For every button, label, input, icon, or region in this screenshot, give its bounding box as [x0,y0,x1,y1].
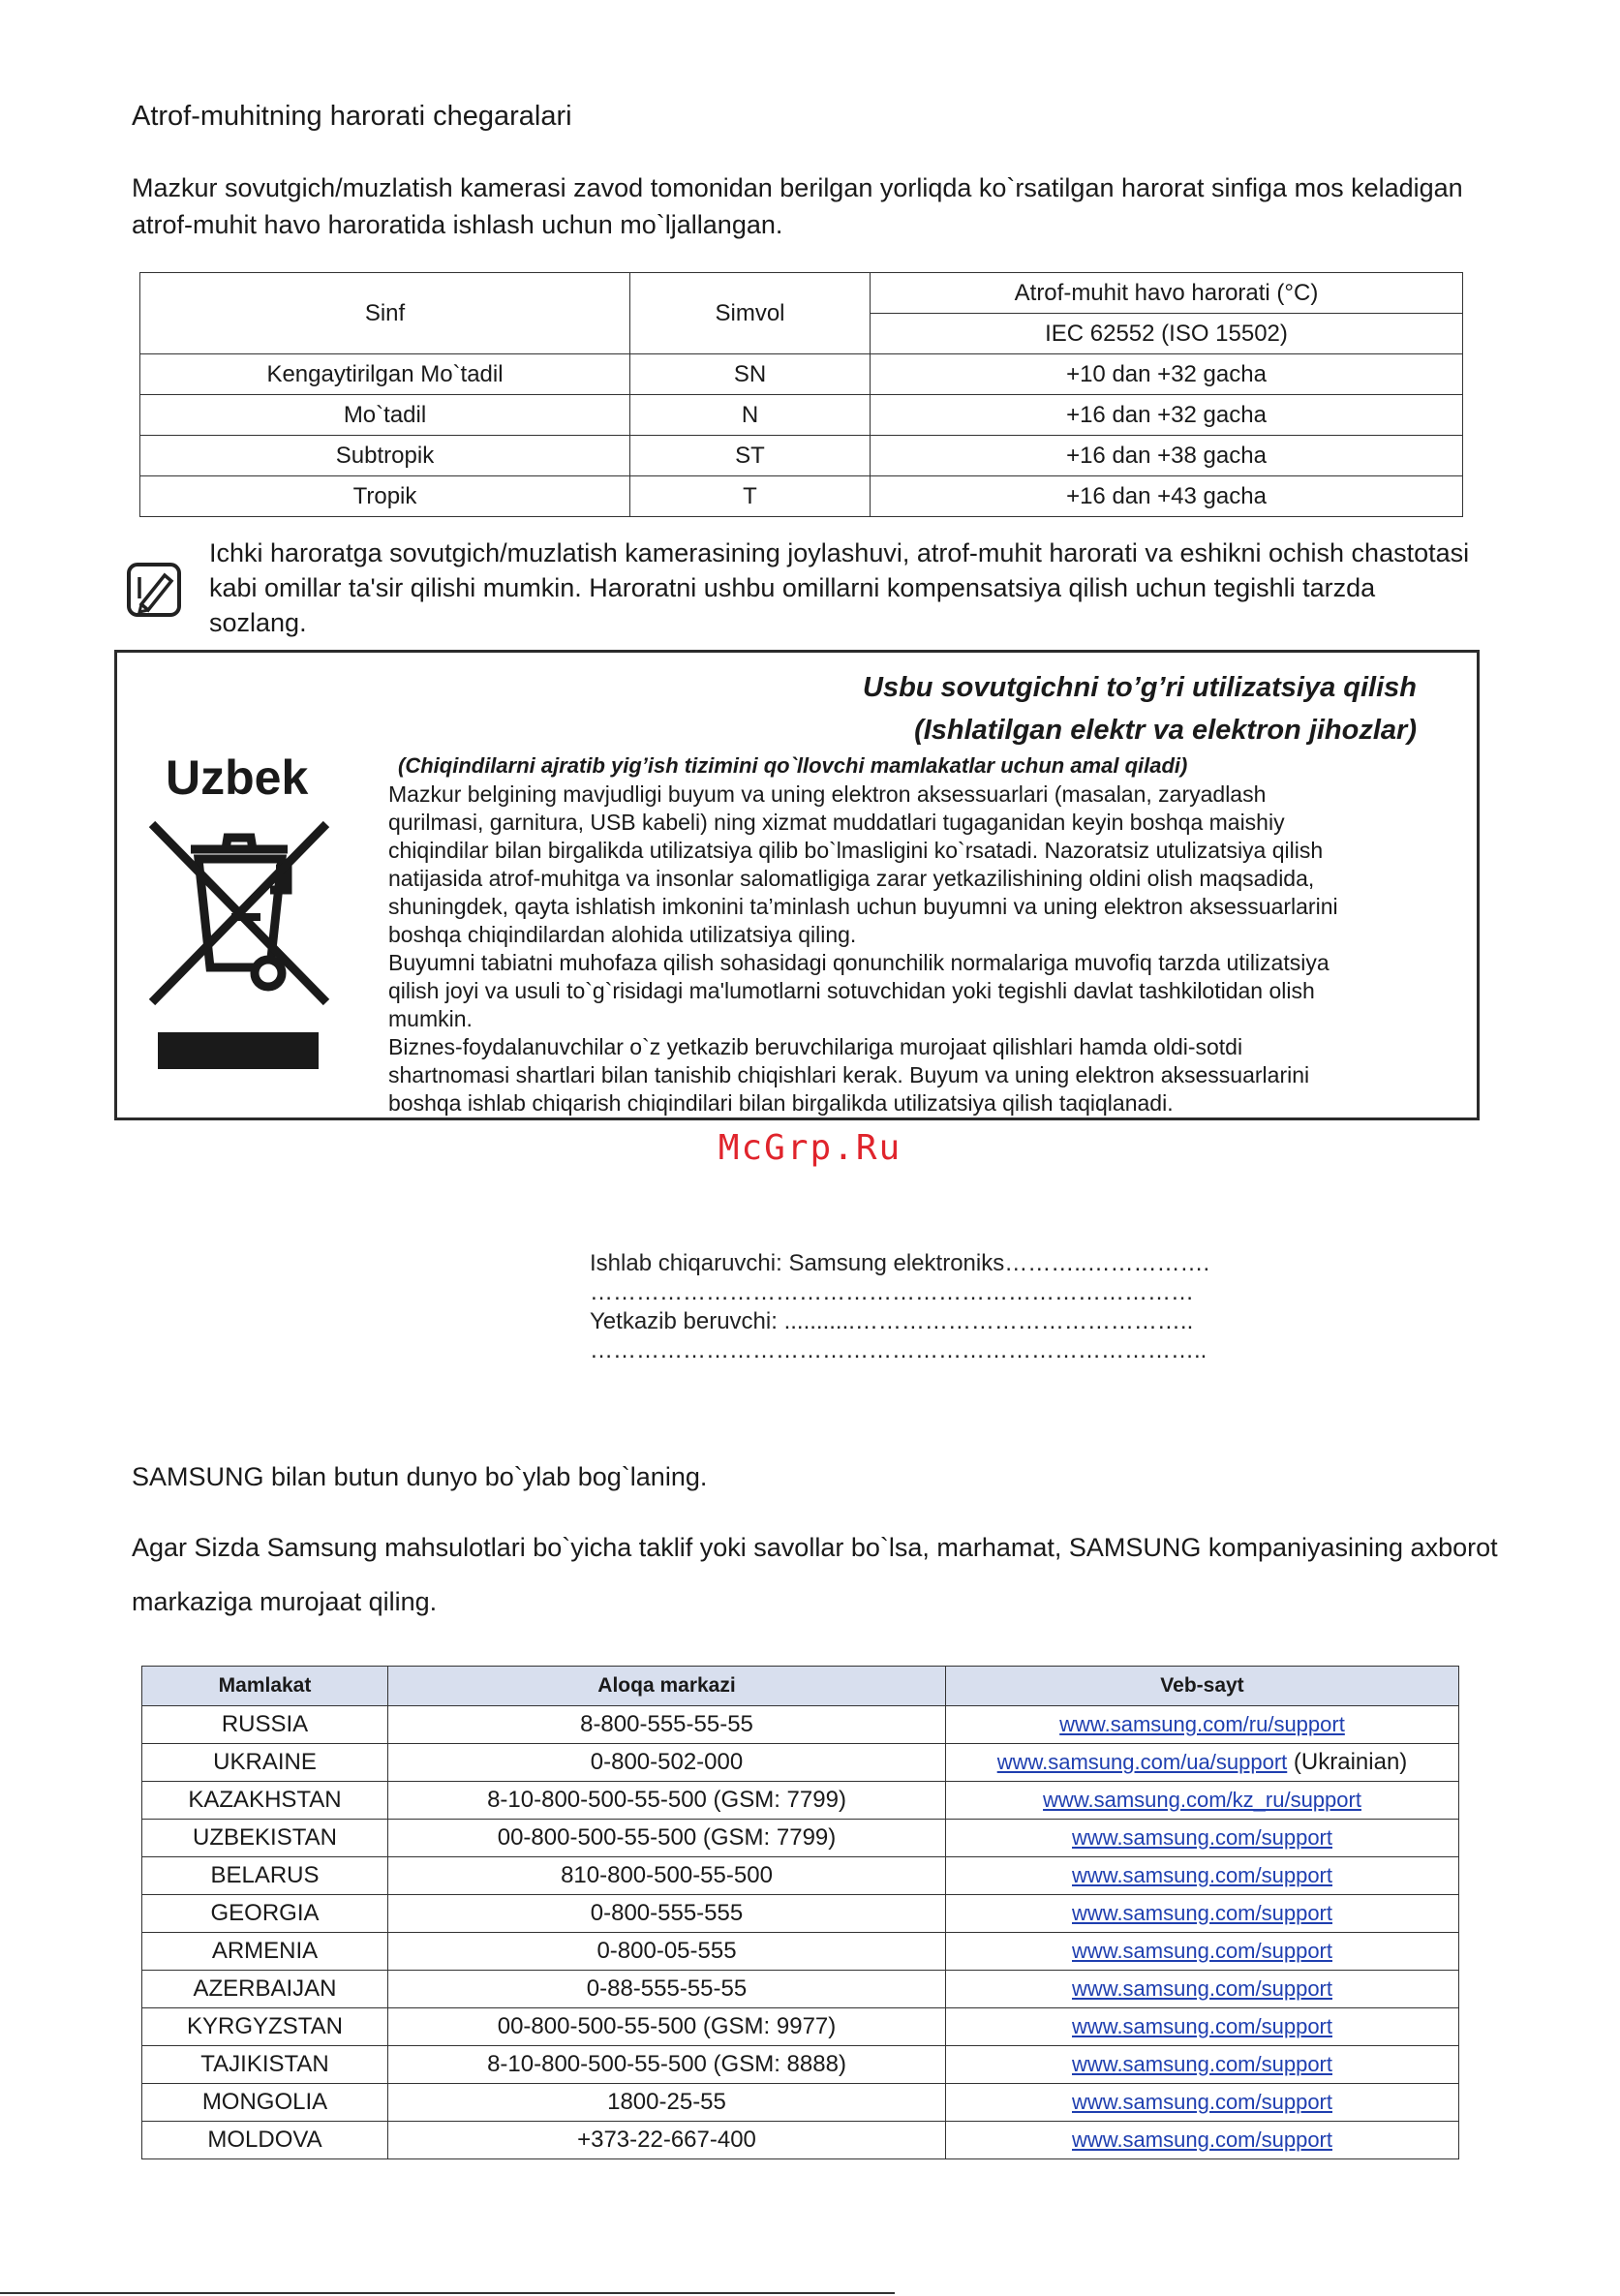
country-cell: GEORGIA [142,1895,388,1933]
website-cell [946,2008,1459,2046]
phone-cell: 00-800-500-55-500 (GSM: 7799) [388,1820,946,1857]
table-row [140,436,1463,476]
note-text: Ichki haroratga sovutgich/muzlatish kamerasining joylashuvi, atrof-muhit harorati va eshikni ochish chastotasi kabi omillar ta'sir qilishi mumkin. Haroratni ushbu omillarni kompensatsiya qilish uchun tegishli tarzda sozlang. [209,538,1470,637]
contact-paragraph: Agar Sizda Samsung mahsulotlari bo`yicha taklif yoki savollar bo`lsa, marhamat, SAMSUNG kompaniyasining axborot markaziga murojaat qiling. [132,1533,1498,1616]
country-cell: MOLDOVA [142,2122,388,2159]
header-temperature: Atrof-muhit havo harorati (°C) [871,273,1463,314]
range-cell: +10 dan +32 gacha [871,354,1463,395]
website-link[interactable]: www.samsung.com/support [1072,1976,1332,2001]
website-cell [946,1857,1459,1895]
table-row [142,1857,1459,1895]
symbol-cell: N [630,395,871,436]
country-cell: BELARUS [142,1857,388,1895]
black-bar [158,1032,319,1069]
country-cell: AZERBAIJAN [142,1971,388,2008]
website-link[interactable]: www.samsung.com/support [1072,2128,1332,2152]
table-row [142,2046,1459,2084]
country-cell: TAJIKISTAN [142,2046,388,2084]
website-cell [946,1933,1459,1971]
footer-divider [0,2292,895,2294]
website-cell [946,1820,1459,1857]
header-country: Mamlakat [142,1667,388,1706]
watermark: McGrp.Ru [718,1128,902,1168]
phone-cell: 00-800-500-55-500 (GSM: 9977) [388,2008,946,2046]
note-pencil-icon [126,562,182,618]
intro-paragraph: Mazkur sovutgich/muzlatish kamerasi zavod tomonidan berilgan yorliqda ko`rsatilgan harorat sinfiga mos keladigan atrof-muhit havo haroratida ishlash uchun mo`ljallangan. [132,173,1463,239]
table-row [140,354,1463,395]
temperature-class-table [139,272,1463,517]
website-link[interactable]: www.samsung.com/ua/support [996,1750,1288,1774]
section-heading: Atrof-muhitning harorati chegaralari [132,101,572,132]
phone-cell: 0-800-502-000 [388,1744,946,1782]
website-cell [946,2122,1459,2159]
class-cell: Subtropik [140,436,630,476]
header-symbol: Simvol [630,273,871,354]
language-note: (Ukrainian) [1287,1749,1408,1775]
class-cell: Tropik [140,476,630,517]
country-cell: KAZAKHSTAN [142,1782,388,1820]
crossed-out-bin-icon [142,812,336,1006]
website-link[interactable]: www.samsung.com/support [1072,1901,1332,1925]
table-row [142,2084,1459,2122]
recycling-notice-box [114,650,1480,1120]
country-cell: ARMENIA [142,1933,388,1971]
symbol-cell: SN [630,354,871,395]
country-cell: UKRAINE [142,1744,388,1782]
recycling-body-text: Mazkur belgining mavjudligi buyum va uning elektron aksessuarlari (masalan, zaryadlash qurilmasi, garnitura, USB kabeli) ning xizmat muddatlari tugaganidan keyin boshqa maishiy chiqindilar bilan birgalikda utilizatsiya qilib bo`lmasligini ko`rsatadi. Nazoratsiz utulizatsiya qilish natijasida atrof-muhitga va insonlar salomatligiga zarar yetkazilishining oldini olish maqsadida, shuningdek, qayta ishlatish imkonini ta’minlash uchun buyumni va uning elektron aksessuarlarini boshqa chiqindilardan alohida utilizatsiya qiling. Buyumni tabiatni muhofaza qilish sohasidagi qonunchilik normalariga muvofiq tarzda utilizatsiya qilish joyi va usuli to`g`risidagi ma'lumotlarni sotuvchidan yoki tegishli davlat tashkilotidan olish mumkin. Biznes-foydalanuvchilar o`z yetkazib beruvchilariga murojaat qilishlari hamda oldi-sotdi shartnomasi shartlari bilan tanishib chiqishlari kerak. Buyum va uning elektron aksessuarlarini boshqa ishlab chiqarish chiqindilari bilan birgalikda utilizatsiya qilish taqiqlanadi. [388,781,1338,1116]
country-cell: UZBEKISTAN [142,1820,388,1857]
table-row [142,1820,1459,1857]
table-row [142,1971,1459,2008]
header-standard: IEC 62552 (ISO 15502) [871,314,1463,354]
table-row [142,1782,1459,1820]
symbol-cell: T [630,476,871,517]
table-row [142,1933,1459,1971]
website-link[interactable]: www.samsung.com/support [1072,2014,1332,2038]
website-cell [946,1782,1459,1820]
website-cell [946,2084,1459,2122]
website-cell [946,1895,1459,1933]
website-link[interactable]: www.samsung.com/kz_ru/support [1043,1788,1361,1812]
website-link[interactable]: www.samsung.com/support [1072,2052,1332,2076]
phone-cell: 0-800-05-555 [388,1933,946,1971]
phone-cell: 8-800-555-55-55 [388,1706,946,1744]
phone-cell: +373-22-667-400 [388,2122,946,2159]
range-cell: +16 dan +43 gacha [871,476,1463,517]
range-cell: +16 dan +38 gacha [871,436,1463,476]
website-cell [946,1744,1459,1782]
recycling-title: Usbu sovutgichni to’g’ri utilizatsiya qilish [863,672,1417,703]
table-row [142,1706,1459,1744]
country-cell: MONGOLIA [142,2084,388,2122]
class-cell: Kengaytirilgan Mo`tadil [140,354,630,395]
table-row [142,2008,1459,2046]
phone-cell: 1800-25-55 [388,2084,946,2122]
header-website: Veb-sayt [946,1667,1459,1706]
phone-cell: 0-800-555-555 [388,1895,946,1933]
phone-cell: 810-800-500-55-500 [388,1857,946,1895]
range-cell: +16 dan +32 gacha [871,395,1463,436]
class-cell: Mo`tadil [140,395,630,436]
phone-cell: 0-88-555-55-55 [388,1971,946,2008]
header-class: Sinf [140,273,630,354]
table-row [142,2122,1459,2159]
table-row [142,1744,1459,1782]
phone-cell: 8-10-800-500-55-500 (GSM: 7799) [388,1782,946,1820]
website-cell [946,1971,1459,2008]
country-cell: RUSSIA [142,1706,388,1744]
header-contact-center: Aloqa markazi [388,1667,946,1706]
website-cell [946,1706,1459,1744]
website-link[interactable]: www.samsung.com/support [1072,2090,1332,2114]
table-row [142,1895,1459,1933]
website-cell [946,2046,1459,2084]
language-label: Uzbek [166,750,309,805]
connect-heading: SAMSUNG bilan butun dunyo bo`ylab bog`laning. [132,1462,708,1491]
manufacturer-info: Ishlab chiqaruvchi: Samsung elektroniks………..……………. …………………………………………………………………… Yetkazib beruvchi: ...........…………………………………….. …………………………………………………………………….. [590,1250,1210,1363]
table-row [140,476,1463,517]
phone-cell: 8-10-800-500-55-500 (GSM: 8888) [388,2046,946,2084]
recycling-subtitle: (Ishlatilgan elektr va elektron jihozlar) [914,715,1417,746]
contact-centers-table [141,1666,1459,2159]
website-link[interactable]: www.samsung.com/ru/support [1059,1712,1345,1736]
table-row [140,395,1463,436]
website-link[interactable]: www.samsung.com/support [1072,1825,1332,1850]
country-cell: KYRGYZSTAN [142,2008,388,2046]
symbol-cell: ST [630,436,871,476]
website-link[interactable]: www.samsung.com/support [1072,1939,1332,1963]
recycling-scope-note: (Chiqindilarni ajratib yig’ish tizimini qo`llovchi mamlakatlar uchun amal qiladi) [398,753,1188,778]
website-link[interactable]: www.samsung.com/support [1072,1863,1332,1887]
